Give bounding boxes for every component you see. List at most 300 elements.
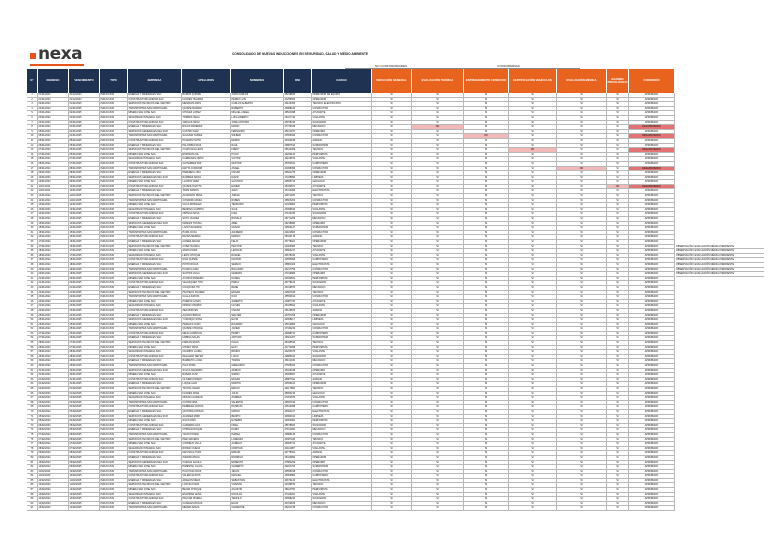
cell-apellidos: OCAMPO LAURA <box>182 350 231 355</box>
cell-certificacion-vehiculos: SÍ <box>509 180 557 185</box>
cell-cargo: SUPERVISOR <box>312 465 372 470</box>
cell-no: 73 <box>27 424 38 429</box>
cell-evaluacion-medica: SÍ <box>557 341 607 346</box>
cell-certificacion-vehiculos: SÍ <box>509 277 557 282</box>
cell-ingreso: 29/01/2024 <box>38 350 69 355</box>
cell-nombres: ROBERTO <box>231 107 284 112</box>
cell-no: 68 <box>27 401 38 406</box>
cell-induccion-general: SÍ <box>372 359 412 364</box>
cell-evaluacion-teorica: SÍ <box>412 116 464 121</box>
cell-vencimiento: 08/02/2025 <box>69 451 100 456</box>
cell-apellidos: FLORES ARCE <box>182 392 231 397</box>
cell-induccion-general: SÍ <box>372 281 412 286</box>
cell-evaluacion-teorica: SÍ <box>412 405 464 410</box>
cell-evaluacion-teorica: SÍ <box>412 121 464 126</box>
cell-no: 45 <box>27 295 38 300</box>
cell-ingreso: 12/02/2024 <box>38 483 69 488</box>
cell-apellidos: PIMENTEL OLAYA <box>182 465 231 470</box>
cell-empresa: ENERGÍA Y MINERALES SAC <box>128 502 182 507</box>
cell-apellidos: CHURA TAPIA <box>182 346 231 351</box>
cell-certificacion-vehiculos: SÍ <box>509 185 557 190</box>
cell-examen-psicologico: SÍ <box>607 203 629 208</box>
cell-entrenamiento-conducir: SÍ <box>464 300 509 305</box>
cell-apellidos: CCAHUANA LEÓN <box>182 148 231 153</box>
cell-induccion-general: SÍ <box>372 185 412 190</box>
cell-entrenamiento-conducir: SÍ <box>464 396 509 401</box>
cell-evaluacion-teorica: SÍ <box>412 327 464 332</box>
cell-nombres: VÍCTOR <box>231 157 284 162</box>
cell-apellidos: CÁRDENAS ORTIZ <box>182 157 231 162</box>
cell-certificacion-vehiculos: SÍ <box>509 203 557 208</box>
cell-evaluacion-medica: SÍ <box>557 212 607 217</box>
cell-evaluacion-teorica: SÍ <box>412 134 464 139</box>
cell-no: 66 <box>27 392 38 397</box>
cell-certificacion-vehiculos: SÍ <box>509 470 557 475</box>
cell-dni: 40556712 <box>284 180 312 185</box>
cell-ingreso: 13/02/2024 <box>38 493 69 498</box>
cell-induccion-general: SÍ <box>372 364 412 369</box>
cell-vencimiento: 13/02/2025 <box>69 502 100 507</box>
cell-empresa: SERVICIOS GENERALES DEL SUR <box>128 415 182 420</box>
cell-evaluacion-teorica: SÍ <box>412 451 464 456</box>
cell-dni: 46302217 <box>284 410 312 415</box>
cell-vencimiento: 13/01/2025 <box>69 212 100 217</box>
cell-dni: 44787209 <box>284 314 312 319</box>
cell-tipo: INDUCCIÓN <box>100 447 128 452</box>
cell-dni: 47330219 <box>284 327 312 332</box>
cell-evaluacion-teorica: SÍ <box>412 396 464 401</box>
cell-dni: 45332178 <box>284 235 312 240</box>
cell-entrenamiento-conducir: SÍ <box>464 281 509 286</box>
cell-no: 34 <box>27 245 38 250</box>
cell-nombres: RONALD <box>231 217 284 222</box>
cell-evaluacion-medica: SÍ <box>557 497 607 502</box>
cell-tipo: INDUCCIÓN <box>100 240 128 245</box>
cell-vencimiento: 12/02/2025 <box>69 493 100 498</box>
cell-evaluacion-medica: SÍ <box>557 387 607 392</box>
cell-observacion: OBSERVACIÓN: EVALUACIÓN MÉDICA PENDIENTE <box>676 272 764 277</box>
cell-apellidos: HUANCA LIMA <box>182 268 231 273</box>
cell-vencimiento: 14/02/2025 <box>69 506 100 511</box>
cell-induccion-general: SÍ <box>372 378 412 383</box>
cell-nombres: NICOLÁS <box>231 493 284 498</box>
cell-evaluacion-medica: SÍ <box>557 378 607 383</box>
cell-vencimiento: 04/01/2025 <box>69 134 100 139</box>
cell-evaluacion-medica: SÍ <box>557 465 607 470</box>
cell-nombres: TEODORO <box>231 203 284 208</box>
cell-entrenamiento-conducir: SÍ <box>464 295 509 300</box>
cell-induccion-general: SÍ <box>372 107 412 112</box>
cell-condicion: APROBADO <box>629 189 675 194</box>
cell-examen-psicologico: SÍ <box>607 424 629 429</box>
cell-tipo: INDUCCIÓN <box>100 199 128 204</box>
cell-vencimiento: 01/02/2025 <box>69 392 100 397</box>
cell-vencimiento: 03/01/2025 <box>69 121 100 126</box>
cell-evaluacion-medica: SÍ <box>557 254 607 259</box>
cell-certificacion-vehiculos: SÍ <box>509 474 557 479</box>
cell-cargo: PERFORISTA <box>312 419 372 424</box>
cell-evaluacion-medica: SÍ <box>557 428 607 433</box>
cell-vencimiento: 05/01/2025 <box>69 139 100 144</box>
cell-no: 58 <box>27 355 38 360</box>
cell-evaluacion-medica: SÍ <box>557 107 607 112</box>
cell-induccion-general: SÍ <box>372 506 412 511</box>
cell-tipo: INDUCCIÓN <box>100 396 128 401</box>
cell-certificacion-vehiculos: SÍ <box>509 419 557 424</box>
cell-tipo: INDUCCIÓN <box>100 194 128 199</box>
cell-examen-psicologico: SÍ <box>607 382 629 387</box>
cell-condicion: APROBADO <box>629 300 675 305</box>
cell-evaluacion-medica: SÍ <box>557 350 607 355</box>
cell-ingreso: 05/02/2024 <box>38 419 69 424</box>
cell-tipo: INDUCCIÓN <box>100 359 128 364</box>
cell-apellidos: HERRERA OCHOA <box>182 405 231 410</box>
cell-ingreso: 15/01/2024 <box>38 226 69 231</box>
cell-condicion: APROBADO <box>629 217 675 222</box>
cell-certificacion-vehiculos: SÍ <box>509 153 557 158</box>
cell-nombres: JUAN CARLOS <box>231 93 284 98</box>
cell-certificacion-vehiculos: SÍ <box>509 497 557 502</box>
cell-cargo: ELECTRICISTA <box>312 263 372 268</box>
cell-entrenamiento-conducir: NO <box>464 134 509 139</box>
cell-induccion-general: SÍ <box>372 332 412 337</box>
cell-empresa: MINERA SAN JOSÉ SAC <box>128 442 182 447</box>
cell-nombres: IVÁN <box>231 212 284 217</box>
cell-ingreso: 06/02/2024 <box>38 424 69 429</box>
cell-induccion-general: SÍ <box>372 415 412 420</box>
cell-empresa: SERVICIOS TÉCNICOS DEL CENTRO <box>128 387 182 392</box>
cell-examen-psicologico: SÍ <box>607 180 629 185</box>
cell-certificacion-vehiculos: SÍ <box>509 415 557 420</box>
cell-induccion-general: SÍ <box>372 125 412 130</box>
cell-apellidos: ESCOBAR LEIVA <box>182 493 231 498</box>
cell-induccion-general: SÍ <box>372 309 412 314</box>
cell-dni: 45101877 <box>284 130 312 135</box>
cell-cargo: TÉCNICO <box>312 245 372 250</box>
cell-nombres: RUBÉN <box>231 199 284 204</box>
cell-evaluacion-teorica: SÍ <box>412 130 464 135</box>
cell-apellidos: CUBA HUARCA <box>182 245 231 250</box>
cell-no: 19 <box>27 176 38 181</box>
cell-dni: 45218833 <box>284 93 312 98</box>
cell-evaluacion-medica: SÍ <box>557 171 607 176</box>
cell-dni: 46218890 <box>284 222 312 227</box>
cell-induccion-general: SÍ <box>372 167 412 172</box>
cell-dni: 43099816 <box>284 208 312 213</box>
cell-induccion-general: SÍ <box>372 263 412 268</box>
cell-evaluacion-teorica: SÍ <box>412 295 464 300</box>
cell-examen-psicologico: SÍ <box>607 245 629 250</box>
cell-induccion-general: SÍ <box>372 212 412 217</box>
cell-induccion-general: SÍ <box>372 245 412 250</box>
cell-tipo: INDUCCIÓN <box>100 346 128 351</box>
cell-induccion-general: SÍ <box>372 502 412 507</box>
cell-condicion: APROBADO <box>629 506 675 511</box>
cell-ingreso: 01/01/2024 <box>38 93 69 98</box>
cell-tipo: INDUCCIÓN <box>100 474 128 479</box>
cell-evaluacion-teorica: SÍ <box>412 415 464 420</box>
cell-condicion: APROBADO <box>629 442 675 447</box>
cell-ingreso: 27/01/2024 <box>38 336 69 341</box>
cell-induccion-general: SÍ <box>372 327 412 332</box>
cell-entrenamiento-conducir: SÍ <box>464 98 509 103</box>
cell-induccion-general: SÍ <box>372 153 412 158</box>
cell-vencimiento: 07/01/2025 <box>69 162 100 167</box>
cell-examen-psicologico: SÍ <box>607 392 629 397</box>
cell-tipo: INDUCCIÓN <box>100 130 128 135</box>
cell-induccion-general: SÍ <box>372 419 412 424</box>
cell-tipo: INDUCCIÓN <box>100 506 128 511</box>
cell-certificacion-vehiculos: SÍ <box>509 245 557 250</box>
cell-examen-psicologico: SÍ <box>607 341 629 346</box>
cell-nombres: ALFREDO <box>231 231 284 236</box>
cell-empresa: TRANSPORTES SAN MARTÍN EIRL <box>128 231 182 236</box>
cell-examen-psicologico: SÍ <box>607 153 629 158</box>
cell-no: 79 <box>27 451 38 456</box>
cell-evaluacion-teorica: SÍ <box>412 424 464 429</box>
cell-examen-psicologico: SÍ <box>607 162 629 167</box>
cell-no: 54 <box>27 336 38 341</box>
cell-examen-psicologico: SÍ <box>607 451 629 456</box>
cell-vencimiento: 16/01/2025 <box>69 240 100 245</box>
cell-entrenamiento-conducir: SÍ <box>464 268 509 273</box>
cell-tipo: INDUCCIÓN <box>100 249 128 254</box>
cell-evaluacion-teorica: SÍ <box>412 506 464 511</box>
cell-evaluacion-medica: SÍ <box>557 222 607 227</box>
cell-tipo: INDUCCIÓN <box>100 387 128 392</box>
cell-examen-psicologico: SÍ <box>607 327 629 332</box>
cell-examen-psicologico: SÍ <box>607 346 629 351</box>
cell-condicion: APROBADO <box>629 332 675 337</box>
cell-evaluacion-medica: SÍ <box>557 180 607 185</box>
cell-dni: 46445510 <box>284 341 312 346</box>
cell-nombres: CÉSAR <box>231 226 284 231</box>
cell-entrenamiento-conducir: SÍ <box>464 327 509 332</box>
cell-apellidos: GÓMEZ ARANA <box>182 240 231 245</box>
column-header-cargo: CARGO <box>312 69 372 93</box>
cell-cargo: LIMPIEZA <box>312 415 372 420</box>
cell-vencimiento: 06/01/2025 <box>69 148 100 153</box>
cell-nombres: ROLANDO <box>231 268 284 273</box>
cell-evaluacion-medica: SÍ <box>557 148 607 153</box>
cell-certificacion-vehiculos: SÍ <box>509 479 557 484</box>
cell-induccion-general: SÍ <box>372 318 412 323</box>
cell-tipo: INDUCCIÓN <box>100 332 128 337</box>
cell-evaluacion-teorica: SÍ <box>412 309 464 314</box>
cell-evaluacion-medica: SÍ <box>557 102 607 107</box>
cell-evaluacion-medica: SÍ <box>557 419 607 424</box>
column-header-apellidos: APELLIDOS <box>182 69 231 93</box>
cell-dni: 46129873 <box>284 309 312 314</box>
cell-evaluacion-medica: SÍ <box>557 336 607 341</box>
cell-entrenamiento-conducir: SÍ <box>464 392 509 397</box>
cell-ingreso: 26/01/2024 <box>38 323 69 328</box>
cell-apellidos: CALLA ZAPATA <box>182 295 231 300</box>
cell-no: 20 <box>27 180 38 185</box>
cell-entrenamiento-conducir: SÍ <box>464 167 509 172</box>
cell-evaluacion-teorica: SÍ <box>412 98 464 103</box>
cell-empresa: SERVICIOS TÉCNICOS DEL CENTRO <box>128 291 182 296</box>
cell-evaluacion-medica: SÍ <box>557 346 607 351</box>
cell-certificacion-vehiculos: SÍ <box>509 254 557 259</box>
cell-empresa: ENERGÍA Y MINERALES SAC <box>128 410 182 415</box>
cell-no: 33 <box>27 240 38 245</box>
cell-tipo: INDUCCIÓN <box>100 263 128 268</box>
cell-evaluacion-teorica: SÍ <box>412 286 464 291</box>
cell-evaluacion-medica: SÍ <box>557 415 607 420</box>
cell-tipo: INDUCCIÓN <box>100 254 128 259</box>
cell-nombres: EDWIN <box>231 139 284 144</box>
cell-condicion: APROBADO <box>629 107 675 112</box>
cell-empresa: SERVICIOS GENERALES DEL SUR <box>128 461 182 466</box>
cell-evaluacion-teorica: SÍ <box>412 323 464 328</box>
cell-tipo: INDUCCIÓN <box>100 456 128 461</box>
cell-induccion-general: SÍ <box>372 134 412 139</box>
logo-dot-icon <box>30 53 36 59</box>
cell-dni: 42098117 <box>284 318 312 323</box>
cell-vencimiento: 28/01/2025 <box>69 355 100 360</box>
cell-tipo: INDUCCIÓN <box>100 373 128 378</box>
cell-condicion: APROBADO <box>629 438 675 443</box>
cell-entrenamiento-conducir: SÍ <box>464 121 509 126</box>
cell-vencimiento: 06/02/2025 <box>69 438 100 443</box>
cell-vencimiento: 09/01/2025 <box>69 176 100 181</box>
cell-induccion-general: SÍ <box>372 451 412 456</box>
cell-condicion: APROBADO <box>629 281 675 286</box>
cell-cargo: LIMPIEZA <box>312 176 372 181</box>
cell-examen-psicologico: SÍ <box>607 93 629 98</box>
cell-ingreso: 12/01/2024 <box>38 199 69 204</box>
cell-ingreso: 25/01/2024 <box>38 314 69 319</box>
cell-vencimiento: 12/01/2025 <box>69 203 100 208</box>
cell-nombres: PEDRO LUIS <box>231 98 284 103</box>
cell-ingreso: 31/01/2024 <box>38 369 69 374</box>
cell-certificacion-vehiculos: SÍ <box>509 465 557 470</box>
cell-empresa: ENERGÍA Y MINERALES SAC <box>128 93 182 98</box>
cell-examen-psicologico: SÍ <box>607 369 629 374</box>
cell-tipo: INDUCCIÓN <box>100 314 128 319</box>
cell-entrenamiento-conducir: SÍ <box>464 483 509 488</box>
cell-cargo: SUPERVISOR <box>312 336 372 341</box>
cell-ingreso: 31/01/2024 <box>38 373 69 378</box>
cell-entrenamiento-conducir: SÍ <box>464 162 509 167</box>
cell-examen-psicologico: SÍ <box>607 249 629 254</box>
cell-evaluacion-medica: SÍ <box>557 111 607 116</box>
cell-evaluacion-teorica: SÍ <box>412 410 464 415</box>
cell-examen-psicologico: SÍ <box>607 497 629 502</box>
cell-evaluacion-medica: SÍ <box>557 153 607 158</box>
cell-empresa: ENERGÍA Y MINERALES SAC <box>128 125 182 130</box>
cell-induccion-general: SÍ <box>372 428 412 433</box>
cell-evaluacion-teorica: SÍ <box>412 277 464 282</box>
cell-empresa: TRANSPORTES SAN MARTÍN EIRL <box>128 433 182 438</box>
cell-dni: 45667203 <box>284 199 312 204</box>
cell-no: 40 <box>27 272 38 277</box>
cell-examen-psicologico: SÍ <box>607 208 629 213</box>
cell-tipo: INDUCCIÓN <box>100 488 128 493</box>
cell-evaluacion-teorica: SÍ <box>412 470 464 475</box>
cell-condicion: APROBADO <box>629 373 675 378</box>
cell-nombres: WALTER <box>231 314 284 319</box>
cell-vencimiento: 03/02/2025 <box>69 405 100 410</box>
cell-entrenamiento-conducir: SÍ <box>464 382 509 387</box>
cell-apellidos: MAMANI TICONA <box>182 222 231 227</box>
cell-dni: 43988120 <box>284 107 312 112</box>
cell-entrenamiento-conducir: SÍ <box>464 502 509 507</box>
cell-evaluacion-teorica: SÍ <box>412 194 464 199</box>
cell-evaluacion-teorica: SÍ <box>412 208 464 213</box>
cell-nombres: MIGUEL ÁNGEL <box>231 111 284 116</box>
cell-condicion: APROBADO <box>629 93 675 98</box>
cell-condicion: APROBADO <box>629 396 675 401</box>
cell-empresa: MINERA SAN JOSÉ SAC <box>128 180 182 185</box>
cell-cargo: SOLDADOR <box>312 355 372 360</box>
cell-induccion-general: SÍ <box>372 144 412 149</box>
cell-vencimiento: 27/01/2025 <box>69 346 100 351</box>
cell-evaluacion-teorica: SÍ <box>412 245 464 250</box>
cell-ingreso: 13/02/2024 <box>38 488 69 493</box>
cell-empresa: ENERGÍA Y MINERALES SAC <box>128 359 182 364</box>
cell-cargo: SOLDADOR <box>312 424 372 429</box>
cell-entrenamiento-conducir: SÍ <box>464 107 509 112</box>
cell-apellidos: CHÁVEZ LÓPEZ <box>182 111 231 116</box>
cell-evaluacion-medica: SÍ <box>557 300 607 305</box>
cell-apellidos: DELGADO NEYRA <box>182 355 231 360</box>
cell-no: 51 <box>27 323 38 328</box>
cell-evaluacion-teorica: SÍ <box>412 341 464 346</box>
cell-entrenamiento-conducir: SÍ <box>464 387 509 392</box>
cell-no: 4 <box>27 107 38 112</box>
cell-dni: 40334561 <box>284 277 312 282</box>
cell-ingreso: 23/01/2024 <box>38 300 69 305</box>
cell-tipo: INDUCCIÓN <box>100 483 128 488</box>
cell-induccion-general: SÍ <box>372 295 412 300</box>
cell-apellidos: PACHECO SUÁREZ <box>182 291 231 296</box>
cell-dni: 43661207 <box>284 336 312 341</box>
cell-certificacion-vehiculos: SÍ <box>509 235 557 240</box>
cell-ingreso: 23/01/2024 <box>38 295 69 300</box>
cell-evaluacion-teorica: SÍ <box>412 176 464 181</box>
cell-induccion-general: SÍ <box>372 300 412 305</box>
cell-certificacion-vehiculos: SÍ <box>509 107 557 112</box>
cell-no: 89 <box>27 497 38 502</box>
cell-dni: 45678823 <box>284 424 312 429</box>
cell-condicion: APROBADO <box>629 382 675 387</box>
cell-examen-psicologico: SÍ <box>607 263 629 268</box>
cell-evaluacion-medica: SÍ <box>557 470 607 475</box>
cell-vencimiento: 06/01/2025 <box>69 153 100 158</box>
cell-cargo: VIGILANTE <box>312 208 372 213</box>
cell-certificacion-vehiculos: SÍ <box>509 217 557 222</box>
cell-evaluacion-teorica: SÍ <box>412 102 464 107</box>
cell-vencimiento: 07/02/2025 <box>69 442 100 447</box>
cell-entrenamiento-conducir: SÍ <box>464 240 509 245</box>
cell-condicion: APROBADO <box>629 291 675 296</box>
cell-dni: 44556102 <box>284 382 312 387</box>
cell-cargo: PERFORISTA <box>312 488 372 493</box>
cell-cargo: OPERADOR <box>312 314 372 319</box>
cell-dni: 40123456 <box>284 102 312 107</box>
cell-entrenamiento-conducir: SÍ <box>464 176 509 181</box>
cell-induccion-general: SÍ <box>372 488 412 493</box>
cell-cargo: OPERARIO <box>312 461 372 466</box>
cell-apellidos: ROJAS PAREDES <box>182 125 231 130</box>
cell-tipo: INDUCCIÓN <box>100 428 128 433</box>
cell-evaluacion-medica: SÍ <box>557 185 607 190</box>
cell-ingreso: 04/02/2024 <box>38 405 69 410</box>
cell-nombres: AURELIO <box>231 442 284 447</box>
cell-tipo: INDUCCIÓN <box>100 107 128 112</box>
